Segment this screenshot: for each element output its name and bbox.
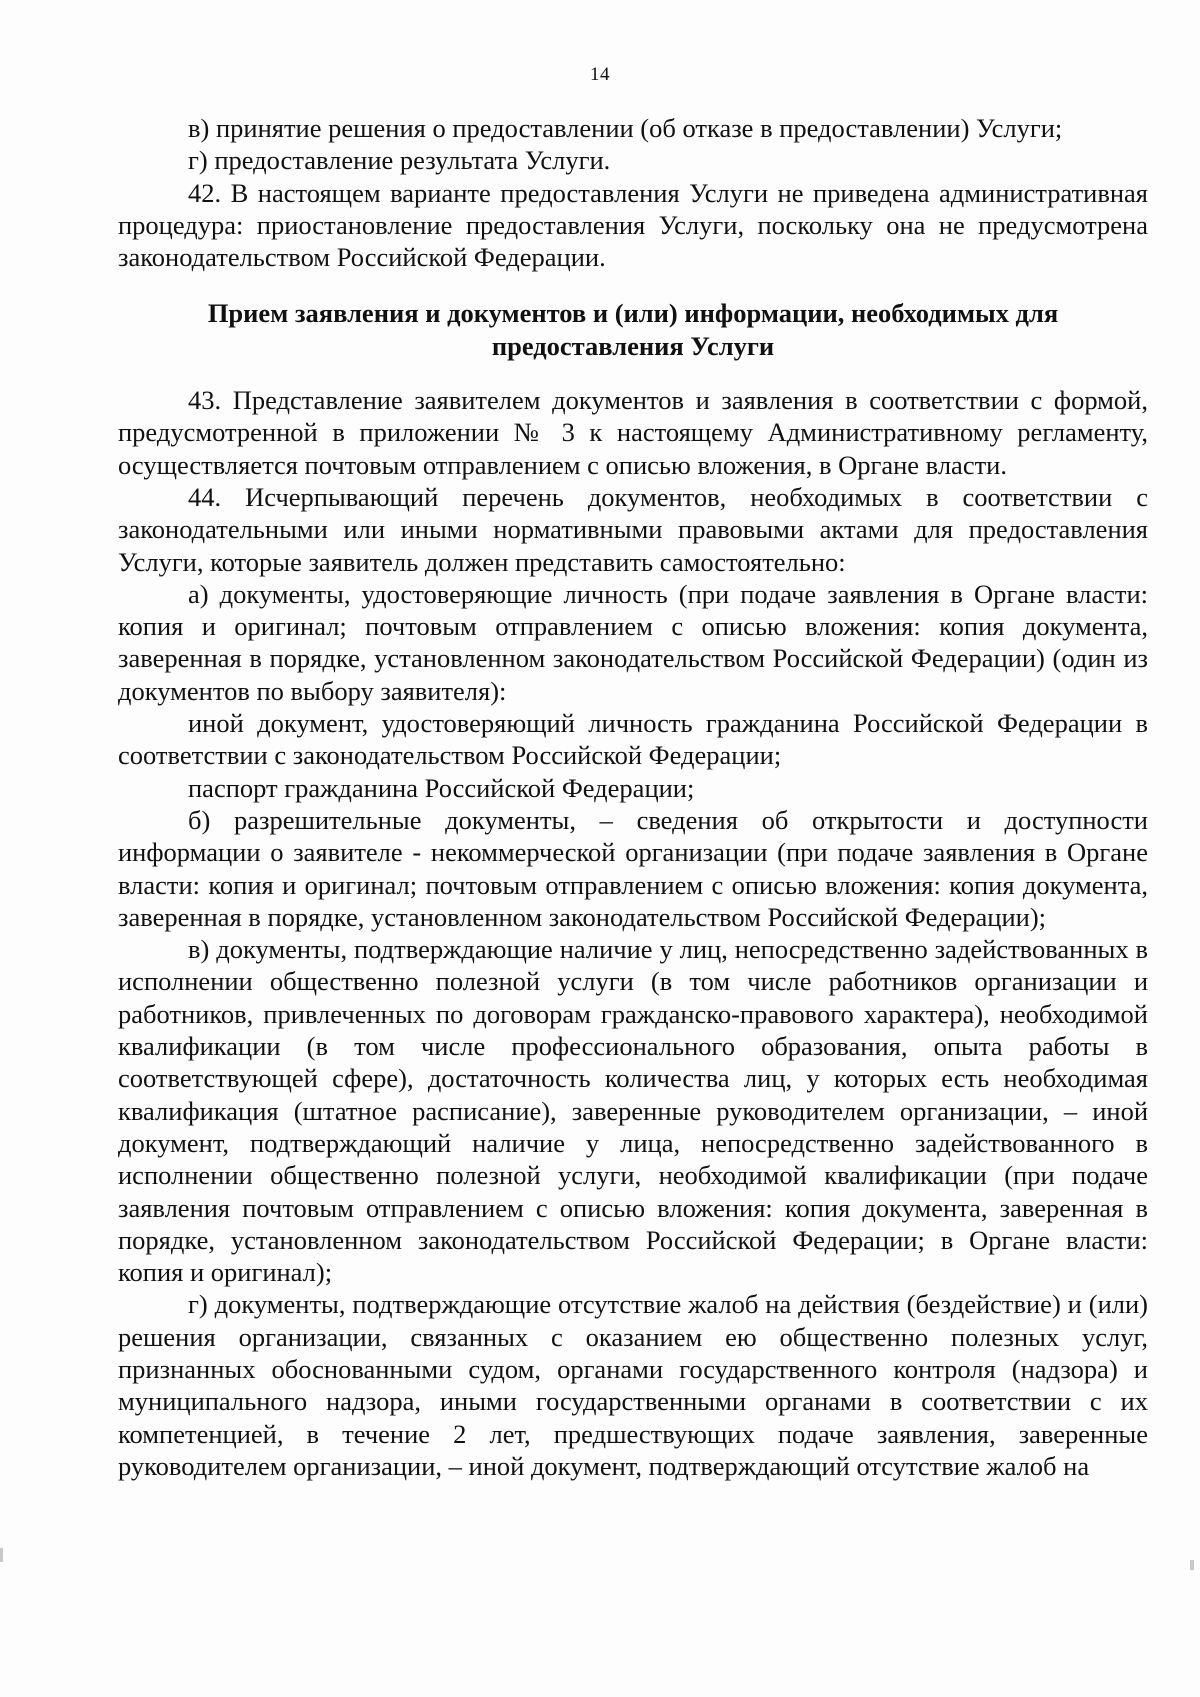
scan-artifact [1190,1560,1194,1570]
list-item-g-complaints: г) документы, подтверждающие отсутствие жалоб на действия (бездействие) и (или) решения организации, связанных с оказанием ею общественно полезных услуг, признанных обоснованными судом, органами государственного контроля (надзора) и муниципального надзора, иными государственными органами в соответствии с их компетенцией, в течение 2 лет, предшествующих подаче заявления, заверенные руководителем организации, – иной документ, подтверждающий отсутствие жалоб на [118,1289,1148,1481]
list-item-other-id-document: иной документ, удостоверяющий личность гражданина Российской Федерации в соответствии с законодательством Российской Федерации; [118,708,1148,771]
list-item-a: а) документы, удостоверяющие личность (при подаче заявления в Органе власти: копия и оригинал; почтовым отправлением с описью вложения: копия документа, заверенная в порядке, установленном законодательством Российской Федерации) (один из документов по выбору заявителя): [118,578,1148,706]
clause-43: 43. Представление заявителем документов и заявления в соответствии с формой, предусмотренной в приложении № 3 к настоящему Административному регламенту, осуществляется почтовым отправлением с описью вложения, в Органе власти. [118,385,1148,480]
spacer [118,362,1148,384]
list-item-passport: паспорт гражданина Российской Федерации; [188,772,695,803]
clause-42: 42. В настоящем варианте предоставления Услуги не приведена административная процедура: приостановление предоставления Услуги, поскольку она не предусмотрена законодательством Российской Федерации. [118,177,1148,273]
list-item-g: г) предоставление результата Услуги. [188,145,611,176]
spacer [118,273,1148,297]
clause-44: 44. Исчерпывающий перечень документов, необходимых в соответствии с законодательными или иными нормативными правовыми актами для предоставления Услуги, которые заявитель должен представить самостоятельно: [118,481,1148,577]
list-item-b: б) разрешительные документы, – сведения об открытости и доступности информации о заявителе - некоммерческой организации (при подаче заявления в Органе власти: копия и оригинал; почтовым отправлением с описью вложения: копия документа, заверенная в порядке, установленном законодательством Российской Федерации); [118,804,1148,932]
list-item-v-qualification: в) документы, подтверждающие наличие у лиц, непосредственно задействованных в исполнении общественно полезной услуги (в том числе работников организации и работников, привлеченных по договорам гражданско-правового характера), необходимой квалификации (в том числе профессионального образования, опыта работы в соответствующей сфере), достаточность количества лиц, у которых есть необходимая квалификация (штатное расписание), заверенные руководителем организации, – иной документ, подтверждающий наличие у лица, непосредственно задействованного в исполнении общественно полезной услуги, необходимой квалификации (при подаче заявления почтовым отправлением с описью вложения: копия документа, заверенная в порядке, установленном законодательством Российской Федерации; в Органе власти: копия и оригинал); [118,934,1148,1288]
section-heading-line-1: Прием заявления и документов и (или) информации, необходимых для [207,298,1059,329]
page-number: 14 [590,64,610,85]
document-body [118,112,1148,1482]
scan-artifact [0,1548,3,1562]
section-heading [118,297,1148,362]
section-heading-line-2: предоставления Услуги [491,330,775,361]
list-item-v: в) принятие решения о предоставлении (об отказе в предоставлении) Услуги; [188,113,1063,143]
